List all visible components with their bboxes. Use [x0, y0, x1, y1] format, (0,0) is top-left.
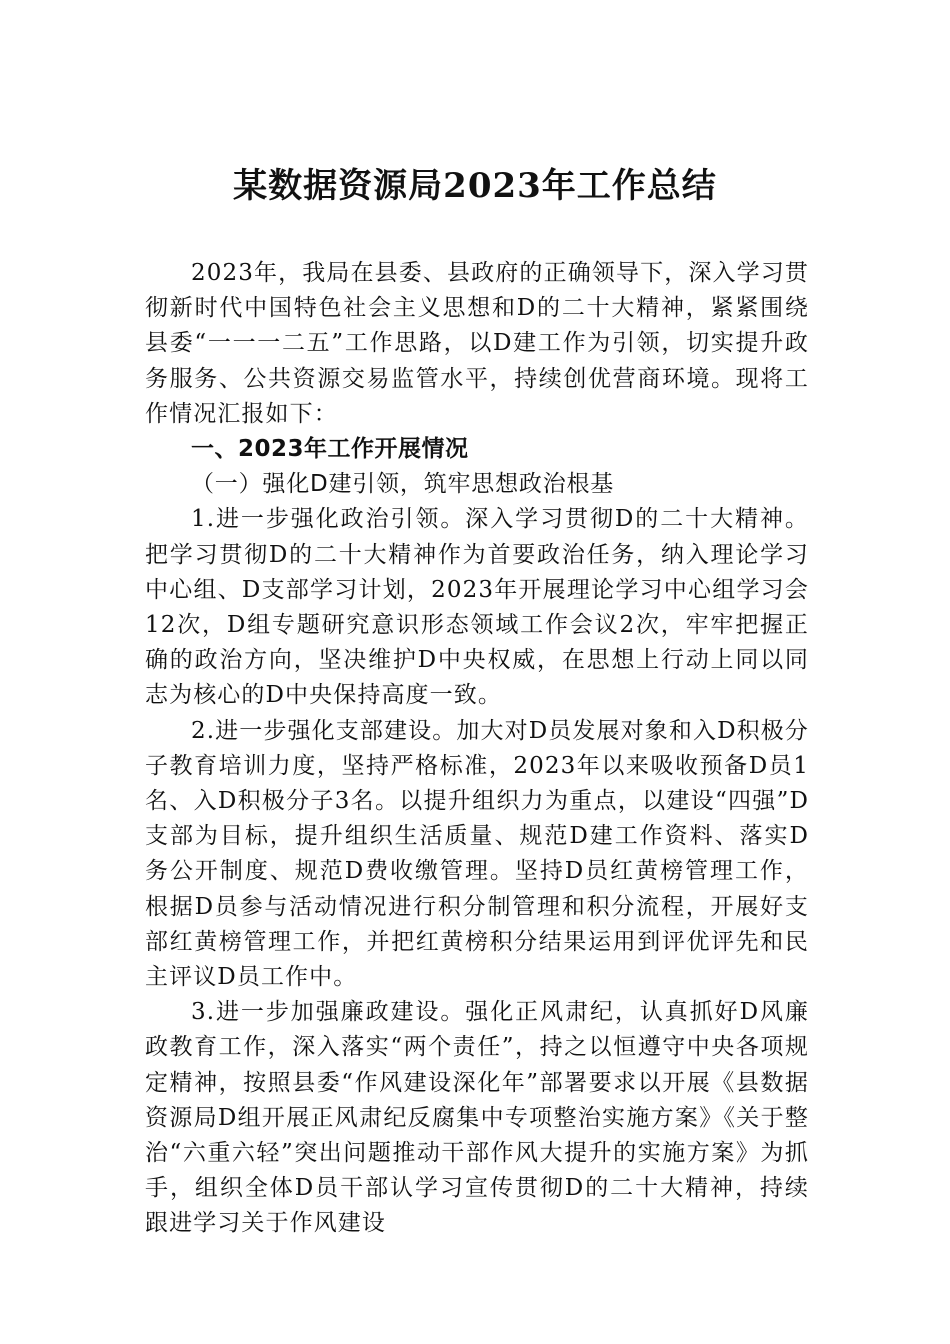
body-paragraph-1: 1.进一步强化政治引领。深入学习贯彻D的二十大精神。把学习贯彻D的二十大精神作为首要政治任务，纳入理论学习中心组、D支部学习计划，2023年开展理论学习中心组学习会12次，D组专题研究意识形态领域工作会议2次，牢牢把握正确的政治方向，坚决维护D中央权威，在思想上行动上同以同志为核心的D中央保持高度一致。 [145, 506, 809, 709]
intro-paragraph: 2023年，我局在县委、县政府的正确领导下，深入学习贯彻新时代中国特色社会主义思想和D的二十大精神，紧紧围绕县委“一一一二五”工作思路，以D建工作为引领，切实提升政务服务、公共资源交易监管水平，持续创优营商环境。现将工作情况汇报如下： [145, 260, 809, 427]
document-body [145, 256, 809, 1242]
body-paragraph-2: 2.进一步强化支部建设。加大对D员发展对象和入D积极分子教育培训力度，坚持严格标准，2023年以来吸收预备D员1名、入D积极分子3名。以提升组织力为重点，以建设“四强”D支部为目标，提升组织生活质量、规范D建工作资料、落实D务公开制度、规范D费收缴管理。坚持D员红黄榜管理工作，根据D员参与活动情况进行积分制管理和积分流程，开展好支部红黄榜管理工作，并把红黄榜积分结果运用到评优评先和民主评议D员工作中。 [145, 717, 809, 991]
subsection-heading: （一）强化D建引领，筑牢思想政治根基 [191, 471, 615, 498]
section-heading: 一、2023年工作开展情况 [191, 436, 469, 463]
document-title: 某数据资源局2023年工作总结 [233, 166, 717, 206]
body-paragraph-3: 3.进一步加强廉政建设。强化正风肃纪，认真抓好D风廉政教育工作，深入落实“两个责任”，持之以恒遵守中央各项规定精神，按照县委“作风建设深化年”部署要求以开展《县数据资源局D组开展正风肃纪反腐集中专项整治实施方案》《关于整治“六重六轻”突出问题推动干部作风大提升的实施方案》为抓手，组织全体D员干部认学习宣传贯彻D的二十大精神，持续跟进学习关于作风建设 [145, 999, 809, 1237]
